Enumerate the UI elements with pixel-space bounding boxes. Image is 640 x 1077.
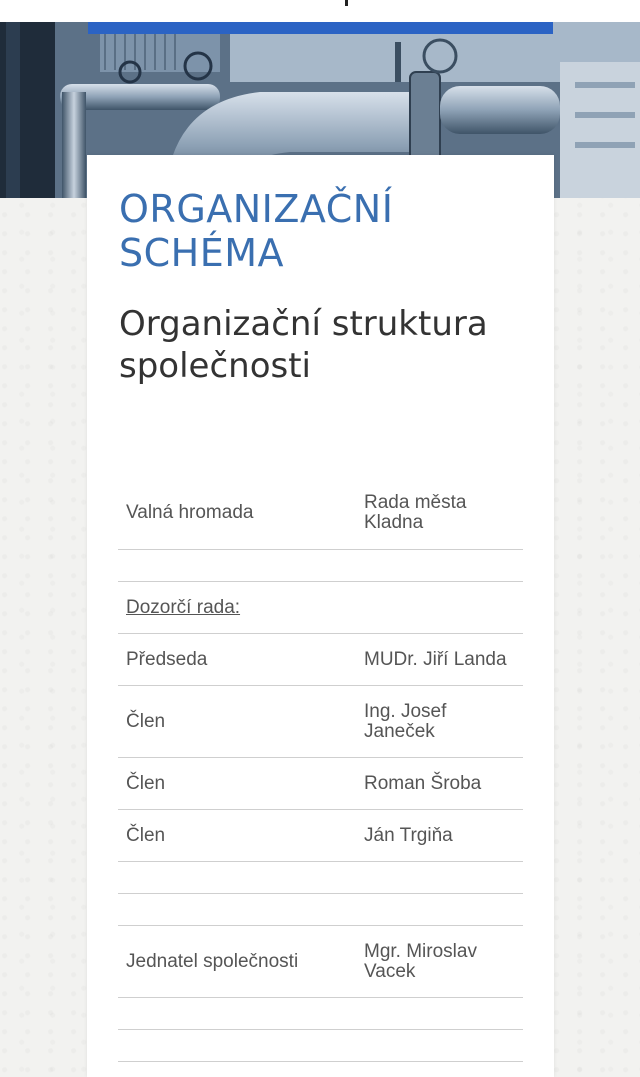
page-title-line-1: Organizační struktura <box>119 304 488 344</box>
top-bar-mark <box>345 0 348 6</box>
page-title <box>119 303 519 387</box>
row-value-line-2: Kladna <box>364 512 424 533</box>
row-value-line-2: Janeček <box>364 721 435 742</box>
row-value <box>364 942 524 982</box>
row-label: Člen <box>126 825 166 846</box>
section-heading-line-2: SCHÉMA <box>119 231 285 275</box>
row-value: Ján Trgiňa <box>364 825 453 846</box>
row-label: Jednatel společnosti <box>126 951 299 972</box>
table-row-empty <box>118 550 523 582</box>
page-title-line-2: společnosti <box>119 346 311 386</box>
row-label: Valná hromada <box>126 502 254 523</box>
row-value <box>364 493 524 533</box>
table-row-empty <box>118 862 523 894</box>
table-row <box>118 474 523 550</box>
row-value-line-2: Vacek <box>364 961 416 982</box>
row-label: Člen <box>126 773 166 794</box>
row-value: Roman Šroba <box>364 773 482 794</box>
organization-table <box>118 474 523 1062</box>
table-row-empty <box>118 1030 523 1062</box>
section-heading <box>119 187 393 275</box>
row-value-line-1: Mgr. Miroslav <box>364 941 477 962</box>
row-value-line-1: Ing. Josef <box>364 701 447 722</box>
row-label: Předseda <box>126 649 208 670</box>
hero-accent-strip <box>88 22 553 34</box>
top-bar <box>0 0 640 22</box>
table-row <box>118 926 523 998</box>
table-row-empty <box>118 894 523 926</box>
content-card <box>87 155 554 1077</box>
row-value <box>364 702 524 742</box>
section-heading-line-1: ORGANIZAČNÍ <box>119 187 394 231</box>
row-value: MUDr. Jiří Landa <box>364 649 507 670</box>
table-row <box>118 758 523 810</box>
table-row <box>118 810 523 862</box>
table-row <box>118 686 523 758</box>
table-row-section <box>118 582 523 634</box>
table-row <box>118 634 523 686</box>
row-value-line-1: Rada města <box>364 492 467 513</box>
row-label: Člen <box>126 711 166 732</box>
section-label-supervisory-board: Dozorčí rada: <box>126 597 241 618</box>
table-row-empty <box>118 998 523 1030</box>
